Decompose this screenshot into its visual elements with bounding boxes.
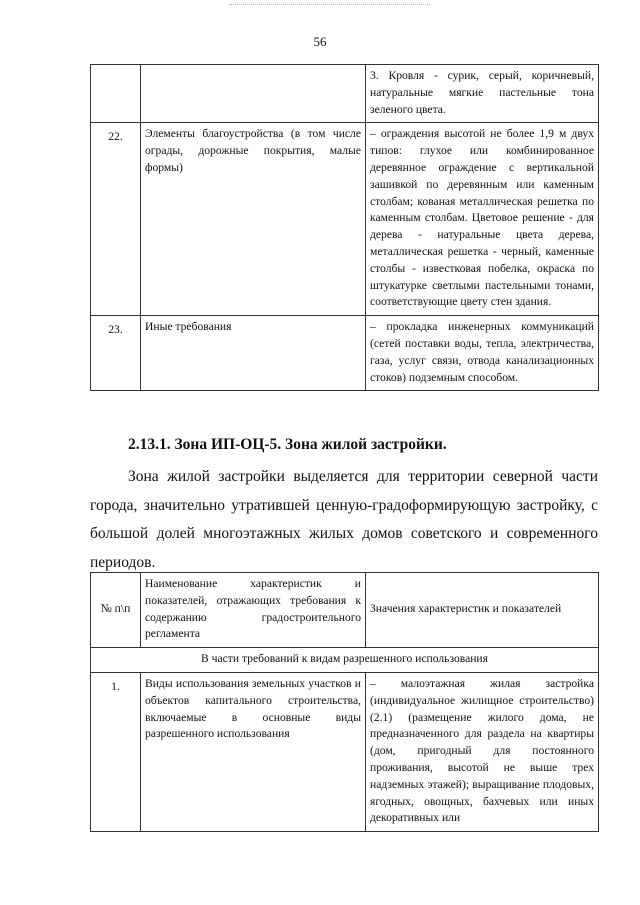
table-row (91, 123, 599, 316)
row-number: 22. (91, 123, 141, 316)
table-section-row (91, 648, 599, 673)
row-value: – малоэтажная жилая застройка (индивидуальное жилищное строительство) (2.1) (размещение жилого дома, не предназначенного для раздела на квартиры (дом, пригодный для постоянного проживания, высотой не выше трех надземных этажей); выращивание плодовых, ягодных, овощных, бахчевых или иных декоративных или (366, 672, 599, 831)
row-value: – прокладка инженерных коммуникаций (сетей поставки воды, тепла, электричества, газа, услуг связи, отвода канализационных стоков) подземным способом. (366, 316, 599, 391)
row-name: Элементы благоустройства (в том числе ограды, дорожные покрытия, малые формы) (141, 123, 366, 316)
section-heading: 2.13.1. Зона ИП-ОЦ-5. Зона жилой застройки. (128, 436, 447, 453)
requirements-table-continued (90, 64, 599, 391)
header-num: № п\п (91, 573, 141, 648)
table-row (91, 316, 599, 391)
table-header-row (91, 573, 599, 648)
row-number: 23. (91, 316, 141, 391)
section-paragraph (90, 463, 598, 577)
row-value: – ограждения высотой не более 1,9 м двух типов: глухое или комбинированное деревянное ограждение с вертикальной зашивкой по деревянным или каменным столбам; кованая металлическая решетка по каменным столбам. Цветовое решение - для дерева - натуральные цвета дерева, металлическая решетка - черный, каменные столбы - известковая побелка, окраска по штукатурке светлыми пастельными тонами, соответствующие цвету стен здания. (366, 123, 599, 316)
row-value: 3. Кровля - сурик, серый, коричневый, натуральные мягкие пастельные тона зеленого цвета. (366, 65, 599, 123)
header-value: Значения характеристик и показателей (366, 573, 599, 648)
zone-requirements-table (90, 572, 599, 832)
paragraph-text: Зона жилой застройки выделяется для территории северной части города, значительно утратившей ценную-градоформирующую застройку, с большой долей многоэтажных жилых домов советского и современного периодов. (90, 468, 598, 571)
section-row-label: В части требований к видам разрешенного использования (91, 648, 599, 673)
row-name: Виды использования земельных участков и объектов капитального строительства, включаемые в основные виды разрешенного использования (141, 672, 366, 831)
row-name: Иные требования (141, 316, 366, 391)
table-row (91, 672, 599, 831)
row-number (91, 65, 141, 123)
row-number: 1. (91, 672, 141, 831)
page-number: 56 (313, 34, 327, 49)
row-name (141, 65, 366, 123)
scan-artifact (230, 4, 430, 8)
header-name: Наименование характеристик и показателей, отражающих требования к содержанию градостроительного регламента (141, 573, 366, 648)
table-row (91, 65, 599, 123)
